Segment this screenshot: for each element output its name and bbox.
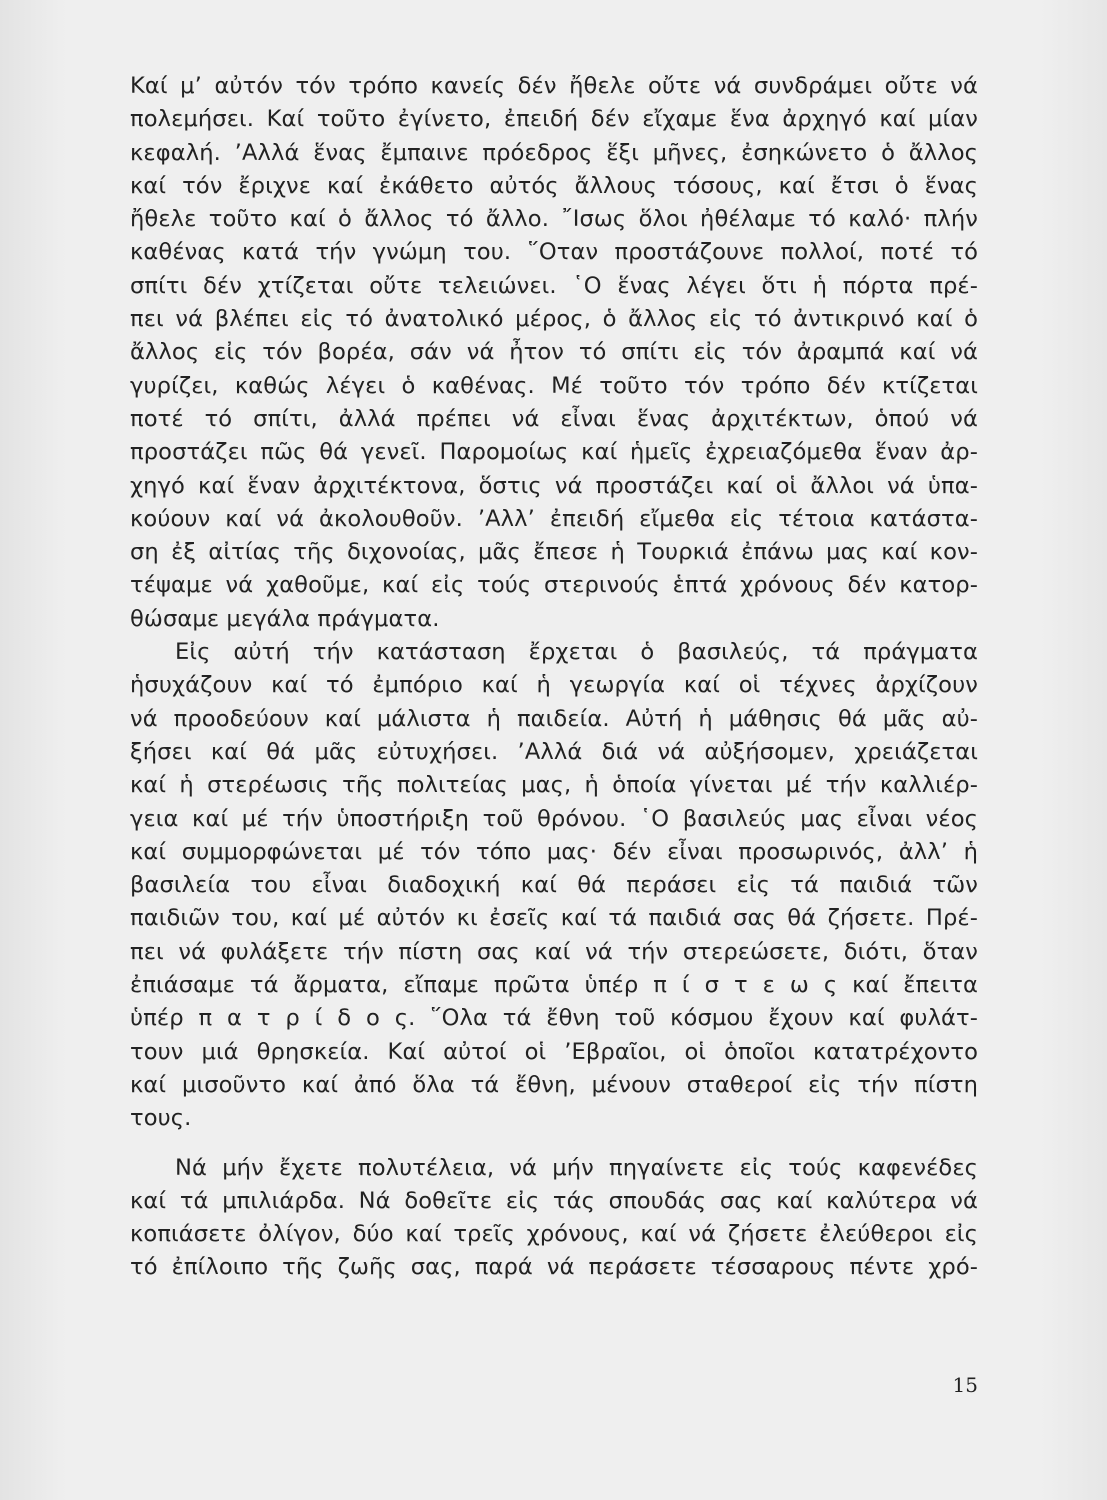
text-line: σπίτι δέν χτίζεται οὔτε τελειώνει. ῾Ο ἕνας λέγει ὅτι ἡ πόρτα πρέ-: [130, 272, 978, 299]
text-line: πολεμήσει. Καί τοῦτο ἐγίνετο, ἐπειδή δέν εἴχαμε ἕνα ἀρχηγό καί μίαν: [130, 106, 978, 133]
text-line: θώσαμε μεγάλα πράγματα.: [130, 605, 440, 632]
text-line: τέψαμε νά χαθοῦμε, καί εἰς τούς στερινούς ἑπτά χρόνους δέν κατορ-: [130, 572, 978, 599]
text-line: προστάζει πῶς θά γενεῖ. Παρομοίως καί ἡμεῖς ἐχρειαζόμεθα ἕναν ἀρ-: [130, 439, 978, 466]
text-line: ἡσυχάζουν καί τό ἐμπόριο καί ἡ γεωργία καί οἱ τέχνες ἀρχίζουν: [130, 672, 978, 699]
text-line: κοπιάσετε ὀλίγον, δύο καί τρεῖς χρόνους, καί νά ζήσετε ἐλεύθεροι εἰς: [130, 1221, 978, 1248]
paragraph-1: [130, 70, 978, 636]
text-line: τουν μιά θρησκεία. Καί αὐτοί οἱ ’Εβραῖοι, οἱ ὁποῖοι κατατρέχοντο: [130, 1038, 978, 1065]
text-line: κεφαλή. ’Αλλά ἕνας ἔμπαινε πρόεδρος ἕξι μῆνες, ἐσηκώνετο ὁ ἄλλος: [130, 139, 978, 166]
text-line: ξήσει καί θά μᾶς εὐτυχήσει. ’Αλλά διά νά αὐξήσομεν, χρειάζεται: [130, 738, 978, 765]
text-line: γεια καί μέ τήν ὑποστήριξη τοῦ θρόνου. ῾Ο βασιλεύς μας εἶναι νέος: [130, 805, 978, 832]
text-line: ἐπιάσαμε τά ἄρματα, εἴπαμε πρῶτα ὑπέρ π ί σ τ ε ω ς καί ἔπειτα: [130, 972, 978, 999]
text-line: καθένας κατά τήν γνώμη του. ῞Οταν προστάζουνε πολλοί, ποτέ τό: [130, 239, 978, 266]
text-line: πει νά βλέπει εἰς τό ἀνατολικό μέρος, ὁ ἄλλος εἰς τό ἀντικρινό καί ὁ: [130, 306, 978, 333]
text-line: νά προοδεύουν καί μάλιστα ἡ παιδεία. Αὐτή ἡ μάθησις θά μᾶς αὐ-: [130, 705, 978, 732]
text-line: καί τά μπιλιάρδα. Νά δοθεῖτε εἰς τάς σπουδάς σας καί καλύτερα νά: [130, 1187, 978, 1214]
text-line: καί τόν ἔριχνε καί ἐκάθετο αὐτός ἄλλους τόσους, καί ἔτσι ὁ ἕνας: [130, 172, 978, 199]
text-line: ὑπέρ π α τ ρ ί δ ο ς. ῞Ολα τά ἔθνη τοῦ κόσμου ἔχουν καί φυλάτ-: [130, 1005, 978, 1032]
text-line: ἤθελε τοῦτο καί ὁ ἄλλος τό ἄλλο. ῎Ισως ὅλοι ἠθέλαμε τό καλό· πλήν: [130, 206, 978, 233]
paragraph-2: [130, 636, 978, 1135]
text-line: κούουν καί νά ἀκολουθοῦν. ’Αλλ’ ἐπειδή εἴμεθα εἰς τέτοια κατάστα-: [130, 505, 978, 532]
page-number: 15: [952, 1373, 978, 1397]
text-line: ποτέ τό σπίτι, ἀλλά πρέπει νά εἶναι ἕνας ἀρχιτέκτων, ὁπού νά: [130, 405, 978, 432]
body-text: [130, 70, 978, 1285]
text-line: καί συμμορφώνεται μέ τόν τόπο μας· δέν εἶναι προσωρινός, ἀλλ’ ἡ: [130, 838, 978, 865]
text-line: γυρίζει, καθώς λέγει ὁ καθένας. Μέ τοῦτο τόν τρόπο δέν κτίζεται: [130, 372, 978, 399]
paragraph-3: [130, 1152, 978, 1285]
text-line: καί μισοῦντο καί ἀπό ὅλα τά ἔθνη, μένουν σταθεροί εἰς τήν πίστη: [130, 1071, 978, 1098]
text-line: καί ἡ στερέωσις τῆς πολιτείας μας, ἡ ὁποία γίνεται μέ τήν καλλιέρ-: [130, 772, 978, 799]
text-line: βασιλεία του εἶναι διαδοχική καί θά περάσει εἰς τά παιδιά τῶν: [130, 872, 978, 899]
text-line: πει νά φυλάξετε τήν πίστη σας καί νά τήν στερεώσετε, διότι, ὅταν: [130, 938, 978, 965]
text-line: χηγό καί ἕναν ἀρχιτέκτονα, ὅστις νά προστάζει καί οἱ ἄλλοι νά ὑπα-: [130, 472, 978, 499]
paragraph-spacer: [130, 1136, 978, 1152]
text-line: ση ἐξ αἰτίας τῆς διχονοίας, μᾶς ἔπεσε ἡ Τουρκιά ἐπάνω μας καί κον-: [130, 539, 978, 566]
text-line: τό ἐπίλοιπο τῆς ζωῆς σας, παρά νά περάσετε τέσσαρους πέντε χρό-: [130, 1254, 978, 1281]
text-line: ἄλλος εἰς τόν βορέα, σάν νά ἦτον τό σπίτι εἰς τόν ἀραμπά καί νά: [130, 339, 978, 366]
text-line: τους.: [130, 1105, 192, 1132]
text-line: παιδιῶν του, καί μέ αὐτόν κι ἐσεῖς καί τά παιδιά σας θά ζήσετε. Πρέ-: [130, 905, 978, 932]
text-line: Εἰς αὐτή τήν κατάσταση ἔρχεται ὁ βασιλεύς, τά πράγματα: [175, 639, 978, 666]
text-line: Καί μ’ αὐτόν τόν τρόπο κανείς δέν ἤθελε οὔτε νά συνδράμει οὔτε νά: [130, 73, 978, 99]
text-line: Νά μήν ἔχετε πολυτέλεια, νά μήν πηγαίνετε εἰς τούς καφενέδες: [175, 1154, 978, 1181]
